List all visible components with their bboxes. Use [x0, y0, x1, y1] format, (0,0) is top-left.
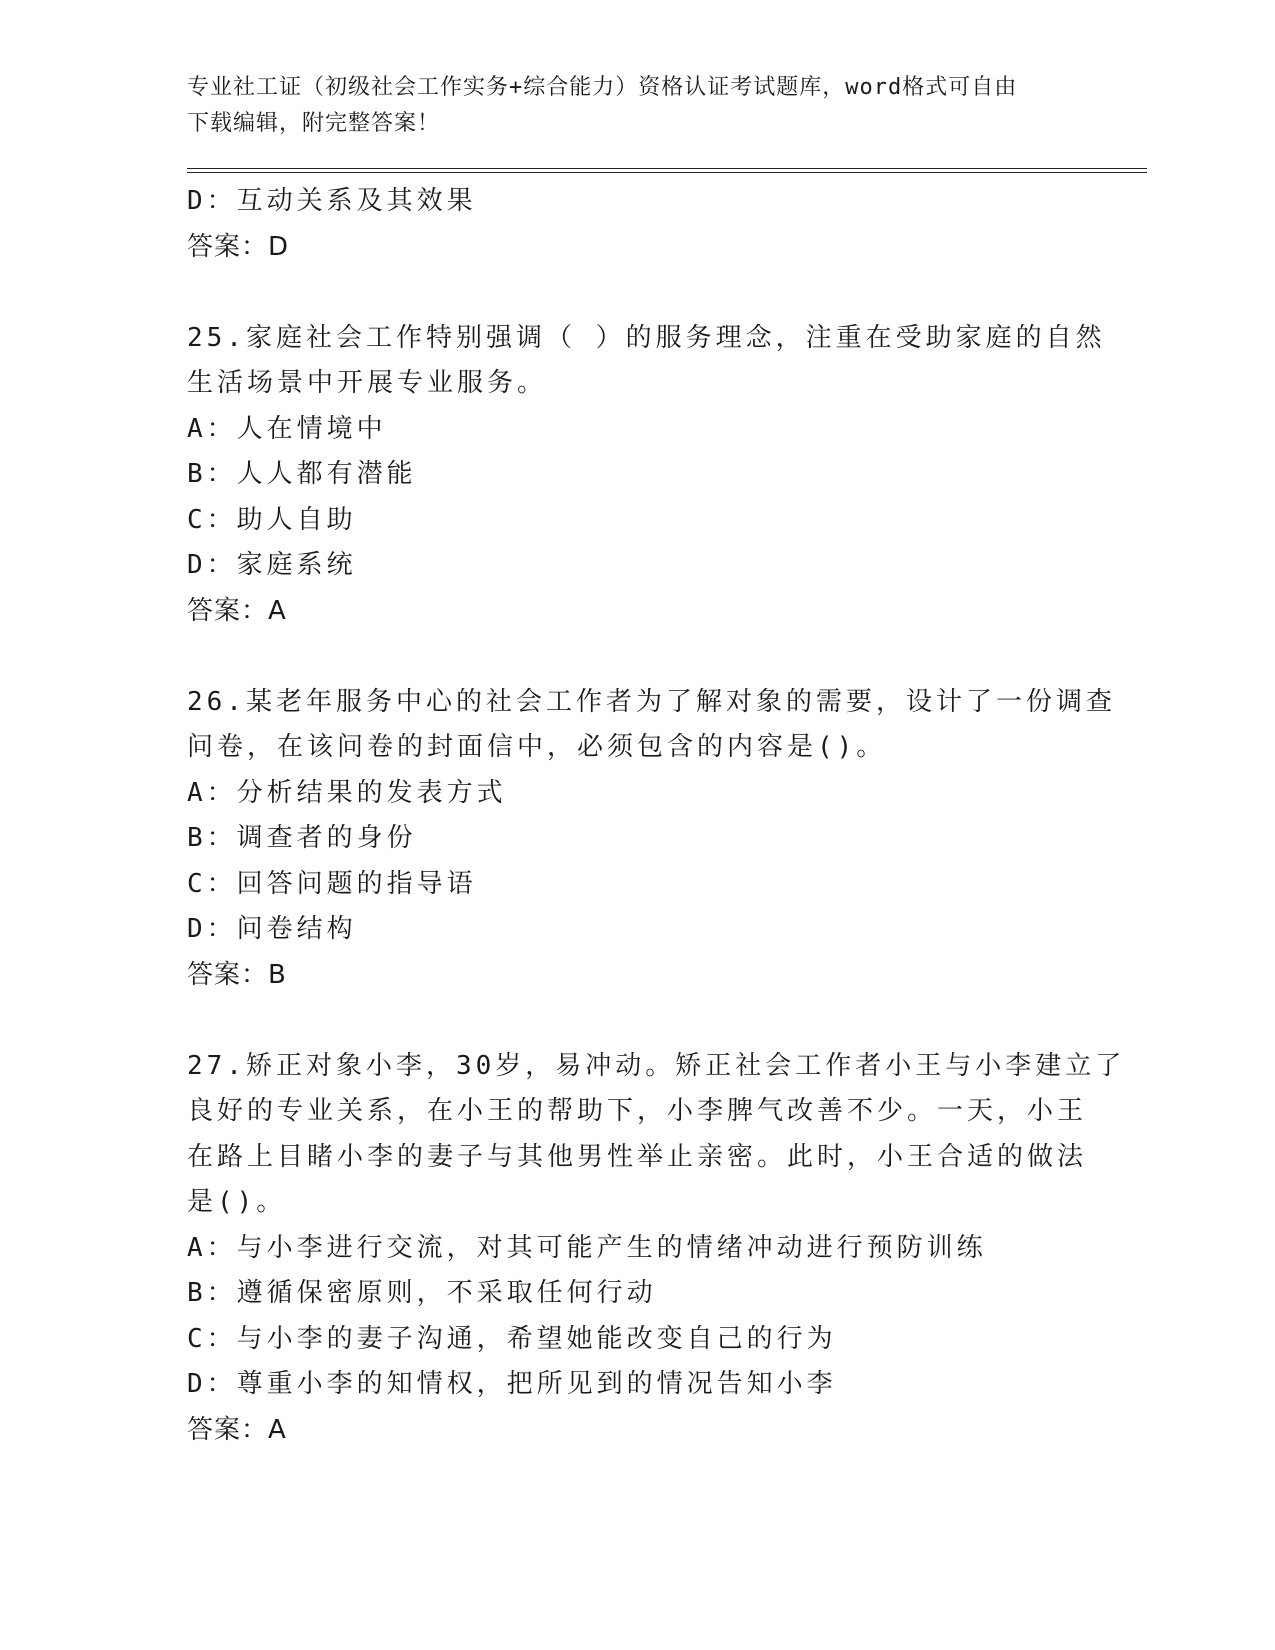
- page-header: [187, 70, 1087, 142]
- question-27: [187, 1044, 1147, 1454]
- question-stem: 在路上目睹小李的妻子与其他男性举止亲密。此时，小王合适的做法: [187, 1141, 1088, 1172]
- option-c: C：回答问题的指导语: [187, 868, 477, 899]
- question-stem: 是()。: [187, 1187, 287, 1217]
- question-list: [187, 179, 1147, 1453]
- header-line-1: 专业社工证（初级社会工作实务+综合能力）资格认证考试题库，word格式可自由: [187, 75, 1018, 100]
- question-stem: 良好的专业关系，在小王的帮助下，小李脾气改善不少。一天，小王: [187, 1096, 1088, 1126]
- option-c: C：与小李的妻子沟通，希望她能改变自己的行为: [187, 1323, 837, 1354]
- option-d: D：问卷结构: [187, 914, 357, 944]
- option-d: D：家庭系统: [187, 550, 357, 580]
- answer: 答案：A: [187, 1414, 287, 1445]
- document-page: [187, 70, 1147, 1453]
- option-d: D：尊重小李的知情权，把所见到的情况告知小李: [187, 1369, 837, 1399]
- question-stem: 问卷，在该问卷的封面信中，必须包含的内容是()。: [187, 732, 887, 762]
- option-c: C：助人自助: [187, 504, 357, 535]
- option-a: A：人在情境中: [187, 413, 387, 444]
- option-a: A：分析结果的发表方式: [187, 777, 507, 808]
- header-line-2: 下载编辑，附完整答案！: [187, 111, 441, 136]
- question-26: [187, 680, 1147, 999]
- answer: 答案：B: [187, 959, 287, 990]
- option-b: B：遵循保密原则，不采取任何行动: [187, 1278, 657, 1308]
- question-24-tail: [187, 179, 1147, 270]
- option-b: B：调查者的身份: [187, 823, 417, 853]
- option-d: D：互动关系及其效果: [187, 186, 477, 216]
- question-stem: 26.某老年服务中心的社会工作者为了解对象的需要，设计了一份调查: [187, 686, 1116, 717]
- answer: 答案：D: [187, 231, 290, 262]
- question-25: [187, 316, 1147, 635]
- option-b: B：人人都有潜能: [187, 459, 417, 489]
- answer: 答案：A: [187, 595, 287, 626]
- header-divider: [187, 168, 1147, 173]
- question-stem: 25.家庭社会工作特别强调（ ）的服务理念，注重在受助家庭的自然: [187, 322, 1106, 353]
- option-a: A：与小李进行交流，对其可能产生的情绪冲动进行预防训练: [187, 1232, 987, 1263]
- question-stem: 27.矫正对象小李，30岁，易冲动。矫正社会工作者小王与小李建立了: [187, 1050, 1126, 1081]
- question-stem: 生活场景中开展专业服务。: [187, 368, 548, 398]
